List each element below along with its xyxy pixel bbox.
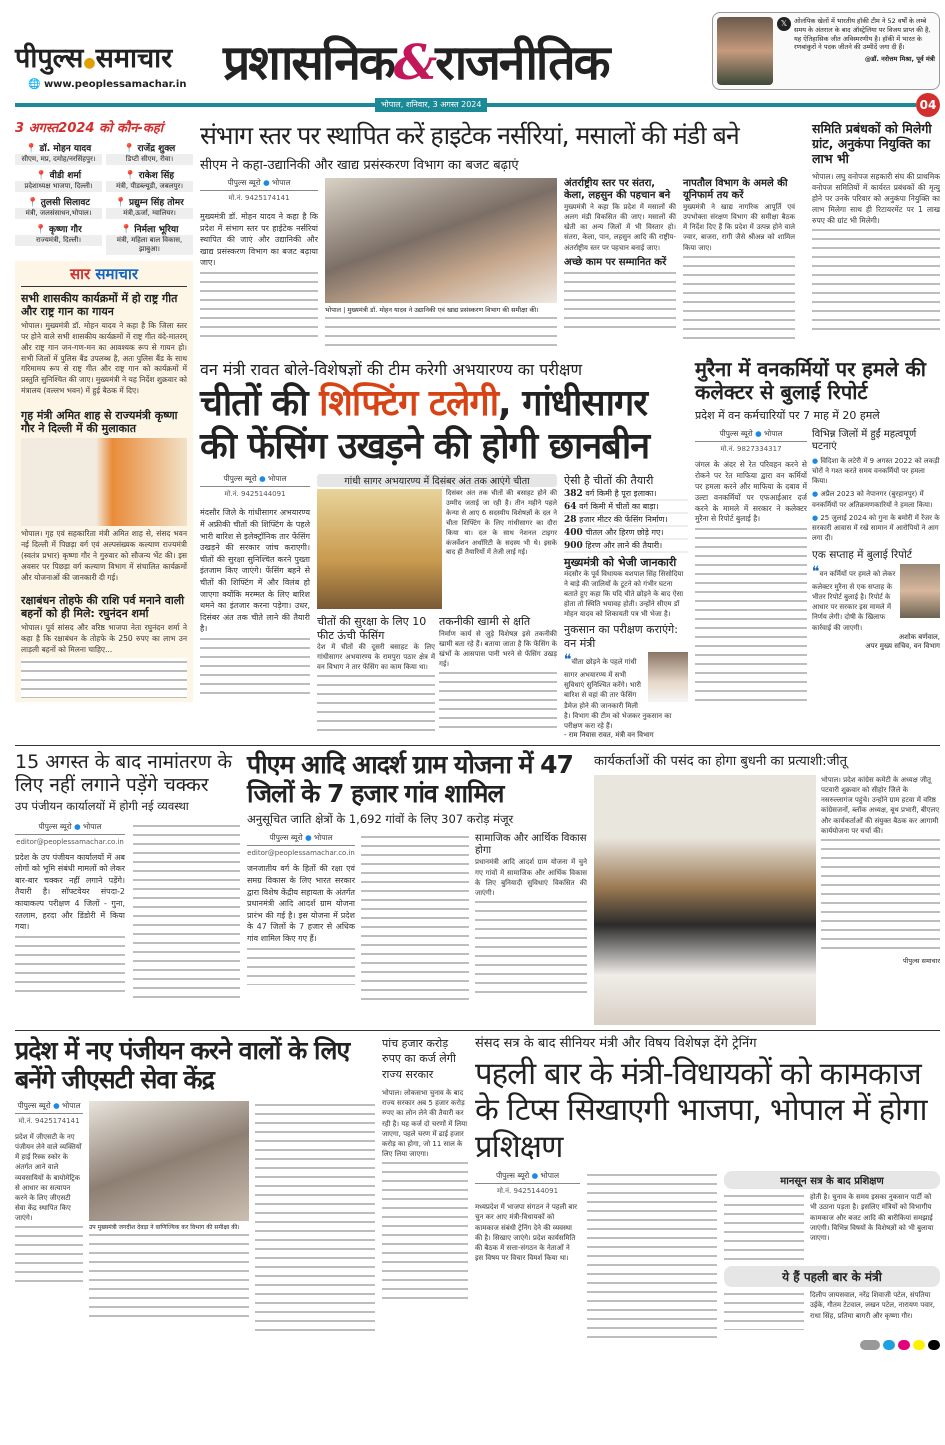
sub-headline: चीतों की सुरक्षा के लिए 10 फीट ऊंची फेंसिंग [317, 615, 427, 642]
morena-subhead: प्रदेश में वन कर्मचारियों पर 7 माह में 20 हमले [695, 409, 880, 422]
mobile-number: मो.नं. 9827334317 [720, 445, 782, 453]
byline: पीपुल्स ब्यूरो ● भोपाल [695, 429, 807, 442]
tweet-box [712, 12, 940, 90]
person-name: डॉ. मोहन यादव [39, 143, 92, 154]
pm-yojana-subhead: अनुसूचित जाति क्षेत्रों के 1,692 गांवों के लिए 307 करोड़ मंजूर [247, 812, 514, 827]
person-role: डिप्टी सीएम, रीवा। [106, 154, 193, 165]
fact-number: 382 [564, 488, 583, 499]
quote-author: - राम निवास रावत, मंत्री वन विभाग [564, 730, 654, 739]
quote-icon: ❝ [812, 563, 820, 580]
pm-yojana-body: जनजातीय वर्ग के हितों की रक्षा एवं समग्र विकास के लिए भारत सरकार द्वारा विशेष केंद्रीय सहायता के अंतर्गत प्रधानमंत्री आदि आदर्श ग्राम योजना प्रारंभ की गई है। इस योजना में प्रदेश के 47 जिलों के 7 हजार से अधिक गांव शामिल किए गए हैं। [247, 864, 355, 944]
quote-text: वन कर्मियों पर हमले को लेकर कलेक्टर मुरैना से एक सप्ताह के भीतर रिपोर्ट बुलाई है। रिपोर्ट के आधार पर सरकार इस मामले में निर्णय लेगी। दोषी के खिलाफ कार्रवाई की जाएगी। [812, 569, 896, 632]
brief-body: भोपाल। मुख्यमंत्री डॉ. मोहन यादव ने कहा है कि जिला स्तर पर होने वाले सभी शासकीय कार्यक्रमों में राष्ट्र गीत वंदे-मातरम् और राष्ट्र गान जन-गण-मन का आवश्यक रूप से गायन हो। सभी जिलों में पुलिस बैंड उपलब्ध है, अतः पुलिस बैंड के साथ गरिमामय रूप से राष्ट्र गीत और राष्ट्र गान को कार्यक्रमों में प्रस्तुति सुनिश्चित की जाए। मुख्यमंत्री ने यह निर्देश शुक्रवार को मंत्रालय (वल्लभ भवन) में हुई बैठक में दिए। [21, 320, 187, 396]
fact-item [564, 527, 688, 540]
sub-headline: तकनीकी खामी से क्षति [439, 615, 531, 629]
box-title: मानसून सत्र के बाद प्रशिक्षण [724, 1171, 940, 1189]
quote-headline: एक सप्ताह में बुलाई रिपोर्ट [812, 549, 913, 562]
logo [15, 43, 215, 75]
site-url[interactable] [15, 79, 215, 90]
location-pin-icon: 📍 [120, 224, 132, 235]
person-name: राकेश सिंह [138, 170, 175, 181]
events-list [812, 453, 940, 543]
byline: पीपुल्स ब्यूरो ● भोपाल [200, 474, 310, 487]
sub-body: प्रधानमंत्री आदि आदर्श ग्राम योजना में चुने गए गांवों में सामाजिक और आर्थिक विकास के लिए बुनियादी सुविधाएं विकसित की जाएंगी। [475, 858, 587, 897]
event-text: 25 जुलाई 2024 को गुना के बमोरी में रेंजर के सरकारी आवास में रखे सामान में आरोपियों ने आग लगा दी। [812, 513, 940, 542]
logo-pin-icon: ● [83, 54, 96, 71]
side-body: मुख्यमंत्री ने खाद्य नागरिक आपूर्ति एवं उपभोक्ता संरक्षण विभाग की समीक्षा बैठक में निर्देश दिए हैं कि प्रदेश में उत्पन्न होने वाले ज्वार, बाजरा, रागी जैसे श्रीअन्न को शामिल किया जाए। [683, 203, 795, 252]
facts-title: ऐसी है चीतों की तैयारी [564, 474, 654, 488]
loan-body: भोपाल। लोकसभा चुनाव के बाद राज्य सरकार अब 5 हजार करोड़ रुपए का लोन लेने की तैयारी कर रही है। यह कर्ज दो चरणों में लिया जाएगा, पहले चरण में ढाई हजार करोड़ का होगा, जो 11 साल के लिए लिया जाएगा। [382, 1089, 468, 1158]
person-role: मंत्री,ऊर्जा, ग्वालियर। [106, 208, 193, 219]
top-story-subhead: सीएम ने कहा-उद्यानिकी और खाद्य प्रसंस्करण विभाग का बजट बढ़ाएं [200, 158, 519, 173]
quote-author: अशोक बर्णवाल, [898, 632, 940, 641]
text-lines [21, 658, 187, 698]
gst-headline: प्रदेश में नए पंजीयन करने वालों के लिए बनेंगे जीएसटी सेवा केंद्र [15, 1035, 350, 1095]
person-role: मंत्री, पीडब्ल्यूडी, जबलपुर। [106, 181, 193, 192]
tweet-text: ओलंपिक खेलों में भारतीय हॉकी टीम ने 52 वर्षों के लम्बे समय के अंतराल के बाद ऑस्ट्रेलिया पर विजय प्राप्त की है, यह ऐतिहासिक जीत अविस्मरणीय है। हॉकी में भारत के रणबांकुरों ने पदक जीतने की उम्मीदें जगा दी हैं। [794, 17, 931, 52]
mobile-number: मो.नं. 9425144091 [496, 1187, 559, 1196]
registry-headline: 15 अगस्त के बाद नामांतरण के लिए नहीं लगाने पड़ेंगे चक्कर [15, 750, 232, 796]
side-body: मुख्यमंत्री ने कहा कि प्रदेश में मसालों की अलग मंडी विकसित की जाए। मसालों की खेती का अन्य जिलों में भी विस्तार हो। संतरा, केला, पान, लहसुन आदि की राष्ट्रीय-अंतर्राष्ट्रीय स्तर पर पहचान बनाई जाए। [564, 203, 676, 252]
minister-photo [717, 17, 773, 85]
event-text: अप्रैल 2023 को नेपानगर (बुरहानपुर) में वनकर्मियों पर अतिक्रमणकारियों ने हमला किया। [812, 490, 933, 509]
event-item [812, 489, 940, 509]
masthead [15, 0, 940, 117]
brief-headline: गृह मंत्री अमित शाह से राज्यमंत्री कृष्णा गौर ने दिल्ली में की मुलाकात [21, 409, 178, 436]
registry-body: प्रदेश के उप पंजीयन कार्यालयों में अब लोगों को भूमि संबंधी मामलों को लेकर बार-बार चक्कर नहीं लगाने पड़ेंगे। तैयारी है। सॉफ्टवेयर संपदा-2 कायाकल्प परीक्षण 4 जिलों - गुना, रतलाम, हरदा और डिंडोरी में किया गया। [15, 852, 125, 932]
bullet-icon: ● [812, 490, 819, 499]
mobile-number: मो.नं. 9425144091 [224, 490, 286, 499]
fact-number: 400 [564, 527, 583, 538]
color-mark [860, 1340, 880, 1350]
brief-title-b: समाचार [95, 264, 138, 283]
page-number-badge: 04 [916, 93, 940, 117]
globe-icon: 🌐 [28, 79, 41, 90]
events-title: विभिन्न जिलों में हुईं महत्वपूर्ण घटनाएं [812, 429, 917, 452]
forest-minister-photo [648, 652, 688, 702]
box-title: ये हैं पहली बार के मंत्री [724, 1266, 940, 1287]
logo-left: पीपुल्स [15, 42, 84, 74]
morena-headline: मुरैना में वनकर्मियों पर हमले की कलेक्टर से बुलाई रिपोर्ट [695, 357, 926, 404]
fact-number: 64 [564, 501, 577, 512]
whereabouts-item [106, 141, 193, 165]
side-headline: नापतौल विभाग के अमले की यूनिफार्म तय करें [683, 178, 788, 201]
whereabouts-item [15, 168, 102, 192]
person-name: निर्मला भूरिया [134, 224, 179, 235]
training-body: मध्यप्रदेश में भाजपा संगठन ने पहली बार चुन कर आए मंत्री-विधायकों को कामकाज संबंधी ट्रेनिंग देने की व्यवस्था की है। सिखाए जाएंगे। प्रदेश कार्यसमिति की बैठक में सत्ता-संगठन के नेताओं ने इस विषय पर विचार विमर्श किया था। [475, 1203, 578, 1262]
right-top-headline: समिति प्रबंधकों को मिलेगी ग्रांट, अनुकंपा नियुक्ति का लाभ भी [812, 121, 932, 166]
side-headline: अच्छे काम पर सम्मानित करें [564, 256, 667, 268]
header-rule [15, 93, 940, 117]
whereabouts-item [15, 195, 102, 219]
fact-number: 900 [564, 540, 583, 551]
byline: पीपुल्स ब्यूरो ● भोपाल [247, 833, 355, 846]
byline: पीपुल्स ब्यूरो ● भोपाल [15, 1101, 83, 1114]
quote-headline: नुकसान का परीक्षण कराएंगे: वन मंत्री [564, 623, 678, 650]
fact-text: वर्ग किमी है पूरा इलाका। [585, 488, 657, 498]
divider [15, 1030, 940, 1031]
photo-caption: भोपाल | मुख्यमंत्री डॉ. मोहन यादव ने उद्यानिकी एवं खाद्य प्रसंस्करण विभाग की समीक्षा की। [325, 306, 539, 314]
brief-headline: रक्षाबंधन तोहफे की राशि पर्व मनाने वाली बहनों को ही मिले: रघुनंदन शर्मा [21, 593, 185, 621]
box-body: होती है। चुनाव के समय इसका नुकसान पार्टी को भी उठाना पड़ता है। इसलिए मंत्रियों को विभागीय कामकाज और बजट आदि की बारीकियां समझाई जाएंगी। विभिन्न विषयों के विशेषज्ञों को भी बुलाया जाएगा। [810, 1193, 934, 1242]
person-name: कृष्णा गौर [48, 224, 82, 235]
fact-text: हजार मीटर की फेंसिंग निर्माण। [579, 514, 668, 524]
color-mark [928, 1340, 940, 1350]
sub-body: मंदसौर के पूर्व विधायक यशपाल सिंह सिसोदिया ने बाड़े की जालियों के टूटने को गंभीर घटना बताते हुए कहा कि यदि चीते छोड़ने के बाद ऐसा होता तो स्थिति भयावह होती। उन्होंने सीएम डॉ मोहन यादव को शिकायती पत्र भी भेजा है। [564, 569, 684, 619]
brief-headline: सभी शासकीय कार्यक्रमों में हो राष्ट्र गीत और राष्ट्र गान का गायन [21, 291, 178, 318]
location-pin-icon: 📍 [27, 197, 39, 208]
top-story-body: मुख्यमंत्री डॉ. मोहन यादव ने कहा है कि प्रदेश में संभाग स्तर पर हाईटेक नर्सरियां स्थापित की जाएं और उद्यानिकी और खाद्य प्रसंस्करण विभाग का बजट बढ़ाया जाए। [200, 212, 318, 268]
byline: पीपुल्स ब्यूरो ● भोपाल [200, 178, 318, 191]
official-photo [900, 564, 940, 618]
x-logo-icon: 𝕏 [777, 17, 791, 31]
bullet-icon: ● [812, 513, 819, 522]
amit-shah-photo [21, 438, 187, 526]
top-story-headline: संभाग स्तर पर स्थापित करें हाइटेक नर्सरियां, मसालों की मंडी बने [200, 121, 739, 150]
person-name: राजेंद्र शुक्ल [137, 143, 176, 154]
email-link[interactable]: editor@peoplessamachar.co.in [247, 849, 355, 858]
mobile-number: मो.नं. 9425174141 [18, 1116, 80, 1125]
fact-item [564, 488, 688, 501]
logo-right: समाचार [95, 42, 173, 74]
person-name: वीडी शर्मा [49, 170, 82, 181]
gst-body: प्रदेश में जीएसटी के नए पंजीयन लेने वाले व्यक्तियों में हाई रिस्क स्कोर के अंतर्गत आने वाले व्यवसायियों के बायोमेट्रिक से आधार का सत्यापन करने के लिए जीएसटी सेवा केंद्र स्थापित किए जाएंगे। [15, 1132, 82, 1223]
cm-meeting-photo [325, 178, 557, 303]
whereabouts-item [106, 168, 193, 192]
person-role: मंत्री, महिला बाल विकास, झाबुआ। [106, 235, 193, 255]
mobile-number: मो.नं. 9425174141 [228, 194, 290, 202]
person-role: राज्यमंत्री, दिल्ली। [15, 235, 102, 246]
email-link[interactable]: editor@peoplessamachar.co.in [16, 837, 124, 846]
training-kicker: संसद सत्र के बाद सीनियर मंत्री और विषय विशेषज्ञ देंगे ट्रेनिंग [475, 1035, 757, 1051]
quote-role: अपर मुख्य सचिव, वन विभाग [865, 641, 940, 650]
box-body: दिलीप जायसवाल, नरेंद्र शिवाजी पटेल, संपतिया उईके, गौतम टेटवाल, लखन पटेल, नारायण पवार, राधा सिंह, प्रतिमा बागरी और कृष्णा गौर। [810, 1291, 935, 1320]
side-headline: अंतर्राष्ट्रीय स्तर पर संतरा, केला, लहसुन की पहचान बने [564, 178, 671, 201]
location-pin-icon: 📍 [115, 197, 127, 208]
whereabouts-item [15, 222, 102, 255]
right-top-body: भोपाल। लघु वनोपज सहकारी संघ की प्राथमिक वनोपज समितियों में कार्यरत प्रबंधकों की मृत्यु होने पर उनके परिवार को अनुकंपा नियुक्ति का लाभ मिलेगा साथ ही रिटायरमेंट पर 1 लाख रुपए की ग्रांट भी मिलेगी। [812, 172, 940, 225]
section-title: प्रशासनिक&राजनीतिक [223, 35, 609, 92]
brief-title-a: सार [70, 264, 91, 283]
fact-text: हिरण और लाने की तैयारी। [585, 540, 663, 550]
morena-body: जंगल के अंदर से रेत परिवहन करने से रोकने पर रेत माफिया द्वारा वन कर्मियों पर हमला करने और माफिया के दबाव में उल्टा वनकर्मियों पर एफआईआर दर्ज करने के मामले में सरकार ने कलेक्टर मुरैना से रिपोर्ट बुलाई है। [695, 460, 807, 524]
news-brief-box [15, 261, 193, 702]
event-item [812, 513, 940, 543]
sub-body: देश में चीतों की दूसरी बसाहट के लिए गांधीसागर अभयारण्य के रामपुरा पठार क्षेत्र में वन विभाग ने तार फेंसिंग का काम किया था। [317, 642, 435, 672]
jitu-headline: कार्यकर्ताओं की पसंद का होगा बुधनी का प्रत्याशी:जीतू [594, 753, 848, 769]
bullet-icon: ● [812, 457, 819, 465]
cheetah-headline: चीतों की शिफ्टिंग टलेगी, गांधीसागर की फेंसिंग उखड़ने की होगी छानबीन [200, 383, 650, 468]
person-role: प्रदेशाध्यक्ष भाजपा, दिल्ली। [15, 181, 102, 192]
fact-number: 28 [564, 514, 577, 525]
fact-item [564, 540, 688, 553]
cheetah-kicker: वन मंत्री रावत बोले-विशेषज्ञों की टीम करेगी अभयारण्य का परीक्षण [200, 360, 583, 379]
url-text: www.peoplessamachar.in [43, 79, 187, 90]
brief-body: भोपाल। गृह एवं सहकारिता मंत्री अमित शाह से, संसद भवन नई दिल्ली में पिछड़ा वर्ग एवं अल्पसंख्यक कल्याण राज्यमंत्री (स्वतंत्र प्रभार) कृष्णा गौर ने गुरुवार को सौजन्य भेंट की। इस अवसर पर पिछड़ा वर्ग कल्याण विभाग में संचालित कार्यक्रमों और योजनाओं की जानकारी दी गई। [21, 529, 187, 582]
fact-item [564, 514, 688, 527]
whereabouts-item [106, 195, 193, 219]
text-lines [325, 314, 557, 350]
location-pin-icon: 📍 [124, 170, 137, 181]
person-name: तुलसी सिलावट [40, 197, 90, 208]
location-pin-icon: 📍 [25, 143, 37, 154]
tweet-author: @डॉ. नरोत्तम मिश्रा, पूर्व मंत्री [864, 55, 935, 64]
facts-list [564, 488, 688, 553]
event-item [812, 456, 940, 486]
location-pin-icon: 📍 [123, 143, 135, 154]
date-label: भोपाल, शनिवार, 3 अगस्त 2024 [375, 98, 487, 112]
sub-headline: सामाजिक और आर्थिक विकास होगा [475, 833, 587, 857]
whereabouts-item [106, 222, 193, 255]
fact-text: वर्ग किमी में चीतों का बाड़ा। [579, 501, 659, 511]
quote-icon: ❝ [564, 651, 572, 668]
training-headline: पहली बार के मंत्री-विधायकों को कामकाज के टिप्स सिखाएगी भाजपा, भोपाल में होगा प्रशिक्षण [475, 1055, 927, 1165]
byline: पीपुल्स ब्यूरो ● भोपाल [475, 1171, 580, 1184]
print-color-marks [724, 1340, 940, 1350]
cheetah-body: मंदसौर जिले के गांधीसागर अभयारण्य में अफ्रीकी चीतों की शिफ्टिंग के पहले भारी बारिश से इलेक्ट्रॉनिक तार फेंसिंग उखड़ने की सरकार जांच कराएगी। चीतों की सुरक्षा सुनिश्चित करने पुख्ता इंतजाम किए जाएंगे। फेंसिंग बहने से चीतों की शिफ्टिंग में और विलंब हो जाएगा क्योंकि मरम्मत के लिए बारिश थमने का इंतजार करना पड़ेगा। उधर, दिसंबर अंत तक चीते लाने की तैयारी है। [200, 508, 310, 634]
photo-title: गांधी सागर अभयारण्य में दिसंबर अंत तक आएंगे चीता [317, 474, 557, 487]
jitu-body: भोपाल। प्रदेश कांग्रेस कमेटी के अध्यक्ष जीतू पटवारी शुक्रवार को सीहोर जिले के नसरुल्लागंज पहुंचे। उन्होंने ग्राम हटवा में वरिष्ठ कांग्रेसजनों, ब्लॉक अध्यक्ष, बूथ प्रभारी, बीएलए और कार्यकर्ताओं की संयुक्त बैठक कर आगामी कार्ययोजना पर चर्चा की। [821, 775, 940, 835]
credit: पीपुल्स समाचार [903, 956, 940, 965]
person-role: मंत्री, जलसंसाधन,भोपाल। [15, 208, 102, 219]
location-pin-icon: 📍 [35, 224, 47, 235]
brief-body: भोपाल। पूर्व सांसद और वरिष्ठ भाजपा नेता रघुनंदन शर्मा ने कहा है कि रक्षाबंधन के तोहफे के 250 रुपए का लाभ उन लाड़ली बहनों को मिलना चाहिए... [21, 623, 187, 654]
whereabouts-title: 3 अगस्त2024 को कौन-कहां [15, 121, 164, 136]
loan-headline: पांच हजार करोड़ रुपए का कर्ज लेगी राज्य सरकार [382, 1036, 456, 1081]
sub-body: निर्माण कार्य से जुड़े विशेषज्ञ इसे तकनीकी खामी बता रहे हैं। बताया जाता है कि फेंसिंग के खंभों के आसपास पानी भरने से फेंसिंग उखड़ गई। [439, 629, 557, 668]
byline: पीपुल्स ब्यूरो ● भोपाल [15, 822, 125, 835]
photo-text: दिसंबर अंत तक चीतों की बसाहट होने की उम्मीद जताई जा रही है। तीन महीने पहले केन्या से आए 6 सदस्यीय विशेषज्ञों के दल ने चीता शिफ्टिंग के लिए गांधीसागर का दौरा किया था। दल के साथ नेशनल टाइगर कंजर्वेशन अथॉरिटी के सदस्य भी थे। इसके बाद ही तैयारियों में तेजी लाई गई। [446, 489, 557, 557]
photo-caption: उप मुख्यमंत्री जगदीश देवड़ा ने वाणिज्यिक कर विभाग की समीक्षा की। [89, 1223, 240, 1231]
quote-text: चीता छोड़ने के पहले गांधी सागर अभयारण्य में सभी सुविधाएं सुनिश्चित करेंगे। भारी बारिश से वहां की तार फेंसिंग डैमेज होने की जानकारी मिली है। विभाग की टीम को भेजकर नुकसान का परीक्षण करा रहे हैं। [564, 657, 672, 730]
fact-text: चीतल और हिरण छोड़े गए। [585, 527, 664, 537]
fact-item [564, 501, 688, 514]
whereabouts-item [15, 141, 102, 165]
sub-headline: मुख्यमंत्री को भेजी जानकारी [564, 555, 677, 569]
cheetah-photo [317, 489, 442, 609]
gst-meeting-photo [89, 1101, 249, 1221]
person-role: सीएम, मप्र, दमोह/नरसिंहपुर। [15, 154, 102, 165]
color-mark [913, 1340, 925, 1350]
color-mark [883, 1340, 895, 1350]
event-text: विदिशा के लटेरी में 9 अगस्त 2022 को लकड़ी चोरों ने गश्त करते समय वनकर्मियों पर हमला किया। [812, 457, 940, 486]
color-mark [898, 1340, 910, 1350]
divider [15, 745, 940, 746]
pm-yojana-headline: पीएम आदि आदर्श ग्राम योजना में 47 जिलों के 7 हजार गांव शामिल [247, 749, 573, 808]
jitu-rally-photo [594, 775, 816, 1025]
location-pin-icon: 📍 [35, 170, 48, 181]
whereabouts-grid [15, 141, 193, 255]
registry-subhead: उप पंजीयन कार्यालयों में होगी नई व्यवस्था [15, 798, 189, 813]
text-lines [200, 269, 318, 339]
person-name: प्रद्युम्न सिंह तोमर [128, 197, 184, 208]
